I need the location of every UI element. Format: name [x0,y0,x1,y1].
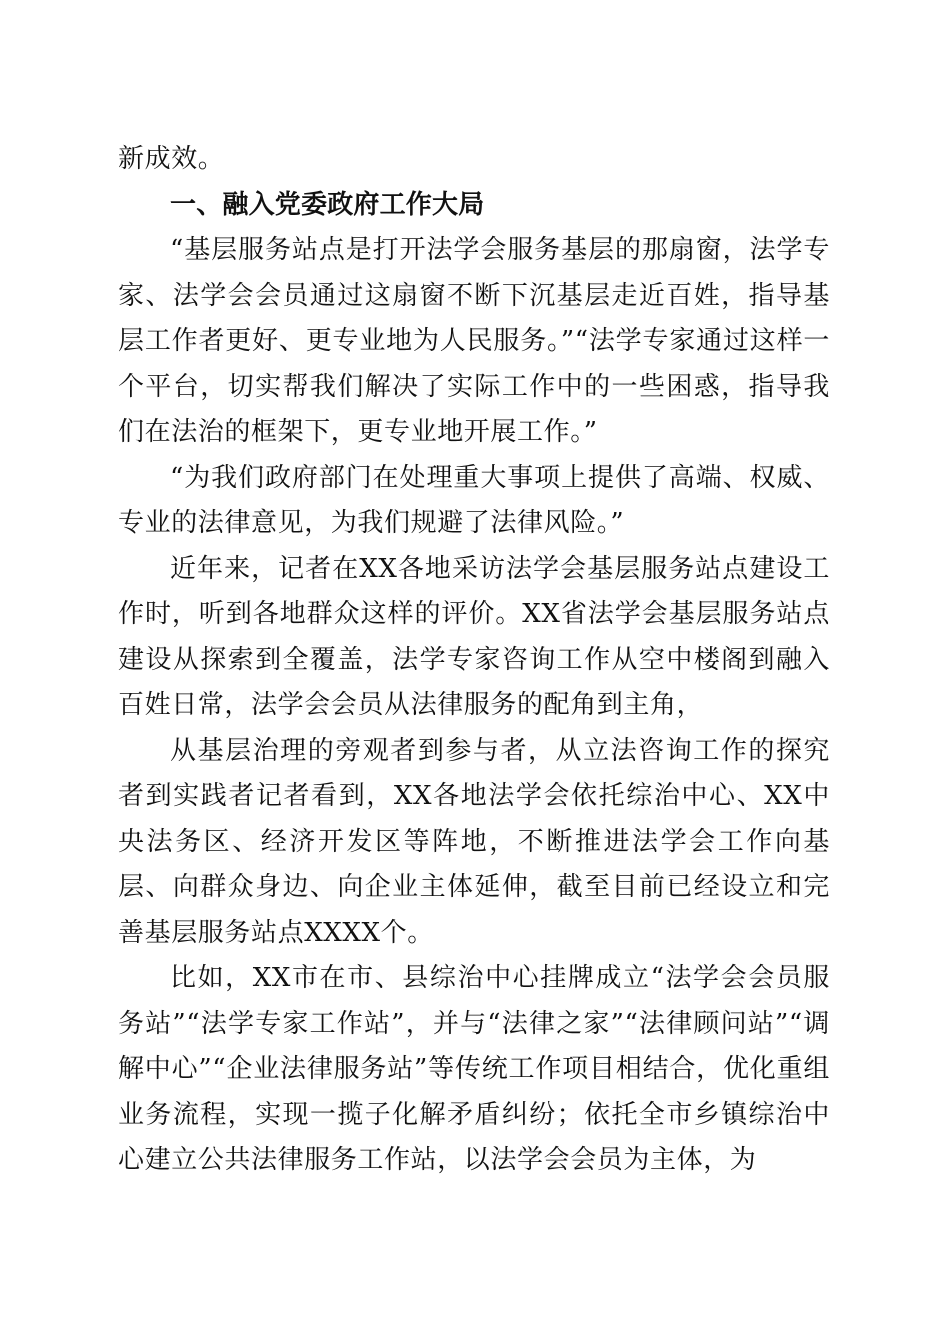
paragraph-quote-1: “基层服务站点是打开法学会服务基层的那扇窗，法学专家、法学会会员通过这扇窗不断下沉基层走近百姓，指导基层工作者更好、更专业地为人民服务。”“法学专家通过这样一个平台，切实帮我们解决了实际工作中的一些困惑，指导我们在法治的框架下，更专业地开展工作。” [118,235,830,447]
paragraph-recent-years: 近年来，记者在XX各地采访法学会基层服务站点建设工作时，听到各地群众这样的评价。XX省法学会基层服务站点建设从探索到全覆盖，法学专家咨询工作从空中楼阁到融入百姓日常，法学会会员从法律服务的配角到主角， [118,553,830,720]
paragraph-continuation: 新成效。 [118,144,225,174]
document-body [118,137,830,1184]
paragraph-observers: 从基层治理的旁观者到参与者，从立法咨询工作的探究者到实践者记者看到，XX各地法学会依托综治中心、XX中央法务区、经济开发区等阵地，不断推进法学会工作向基层、向群众身边、向企业主体延伸，截至目前已经设立和完善基层服务站点XXXX个。 [118,735,830,948]
section-heading: 一、融入党委政府工作大局 [170,189,485,220]
paragraph-example: 比如，XX市在市、县综治中心挂牌成立“法学会会员服务站”“法学专家工作站”，并与“法律之家”“法律顾问站”“调解中心”“企业法律服务站”等传统工作项目相结合，优化重组业务流程，实现一揽子化解矛盾纠纷；依托全市乡镇综治中心建立公共法律服务工作站，以法学会会员为主体，为 [118,963,830,1175]
paragraph-quote-2: “为我们政府部门在处理重大事项上提供了高端、权威、专业的法律意见，为我们规避了法律风险。” [118,462,830,538]
